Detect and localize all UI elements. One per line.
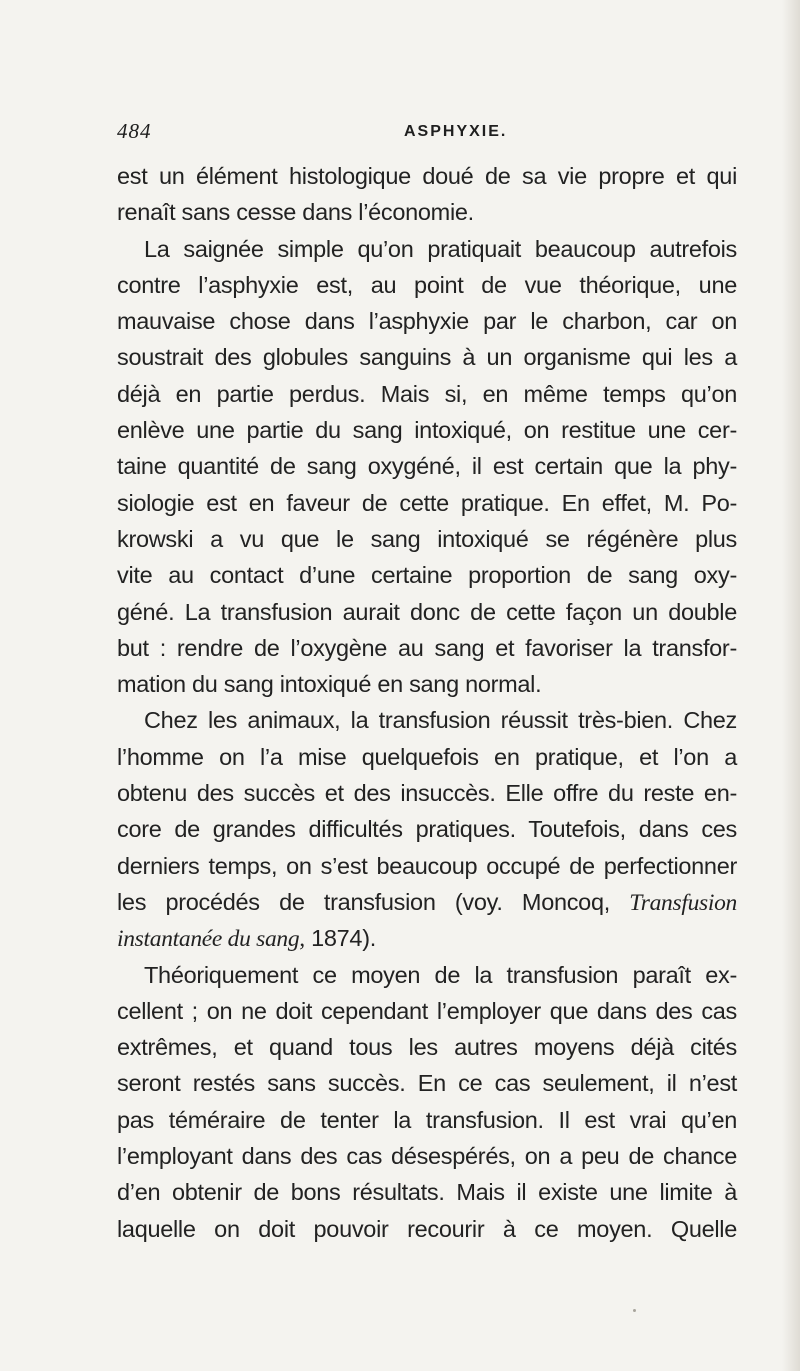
text-line: krowski a vu que le sang intoxiqué se régénère plus	[117, 525, 737, 552]
text-line: vite au contact d’une certaine proportion de sang oxy-	[117, 562, 737, 589]
citation-text: les procédés de transfusion (voy. Moncoq,	[117, 888, 610, 915]
text-line: cellent ; on ne doit cependant l’employer que dans des cas	[117, 997, 737, 1024]
text-line: contre l’asphyxie est, au point de vue théorique, une	[117, 271, 737, 298]
citation-title-continued: instantanée du sang,	[117, 926, 305, 953]
citation-title: Transfusion	[629, 889, 737, 916]
text-line: core de grandes difficultés pratiques. Toutefois, dans ces	[117, 816, 737, 843]
text-line: but : rendre de l’oxygène au sang et favoriser la transfor-	[117, 634, 737, 661]
text-line: taine quantité de sang oxygéné, il est certain que la phy-	[117, 453, 737, 480]
citation-year: 1874).	[311, 925, 376, 952]
page-number: 484	[117, 119, 152, 143]
text-line: La saignée simple qu’on pratiquait beaucoup autrefois	[144, 235, 737, 262]
text-line: Théoriquement ce moyen de la transfusion paraît ex-	[144, 961, 737, 988]
text-line-citation	[117, 884, 737, 920]
text-line: obtenu des succès et des insuccès. Elle offre du reste en-	[117, 780, 737, 807]
text-line: extrêmes, et quand tous les autres moyens déjà cités	[117, 1034, 737, 1061]
text-line: derniers temps, on s’est beaucoup occupé de perfectionner	[117, 852, 737, 879]
text-line: renaît sans cesse dans l’économie.	[117, 199, 474, 226]
page-edge-shadow	[782, 0, 800, 1371]
text-line: géné. La transfusion aurait donc de cette façon un double	[117, 598, 737, 625]
text-line: seront restés sans succès. En ce cas seulement, il n’est	[117, 1070, 737, 1097]
text-line: pas téméraire de tenter la transfusion. Il est vrai qu’en	[117, 1106, 737, 1133]
text-line: mation du sang intoxiqué en sang normal.	[117, 671, 542, 698]
text-line: déjà en partie perdus. Mais si, en même temps qu’on	[117, 380, 737, 407]
body-text	[117, 158, 737, 1247]
text-line: soustrait des globules sanguins à un organisme qui les a	[117, 344, 737, 371]
text-line: l’employant dans des cas désespérés, on a peu de chance	[117, 1143, 737, 1170]
text-line: est un élément histologique doué de sa vie propre et qui	[117, 163, 737, 189]
text-line-citation-end	[117, 920, 737, 956]
text-line: enlève une partie du sang intoxiqué, on restitue une cer-	[117, 417, 737, 444]
text-line: laquelle on doit pouvoir recourir à ce moyen. Quelle	[117, 1215, 737, 1242]
text-line: mauvaise chose dans l’asphyxie par le charbon, car on	[117, 308, 737, 335]
page-header	[117, 119, 737, 149]
text-line: Chez les animaux, la transfusion réussit très-bien. Chez	[144, 707, 737, 734]
text-line: d’en obtenir de bons résultats. Mais il existe une limite à	[117, 1179, 737, 1206]
text-line: l’homme on l’a mise quelquefois en pratique, et l’on a	[117, 743, 737, 770]
text-line: siologie est en faveur de cette pratique. En effet, M. Po-	[117, 489, 737, 516]
paper-speck	[633, 1309, 636, 1312]
running-head: ASPHYXIE.	[404, 123, 508, 140]
